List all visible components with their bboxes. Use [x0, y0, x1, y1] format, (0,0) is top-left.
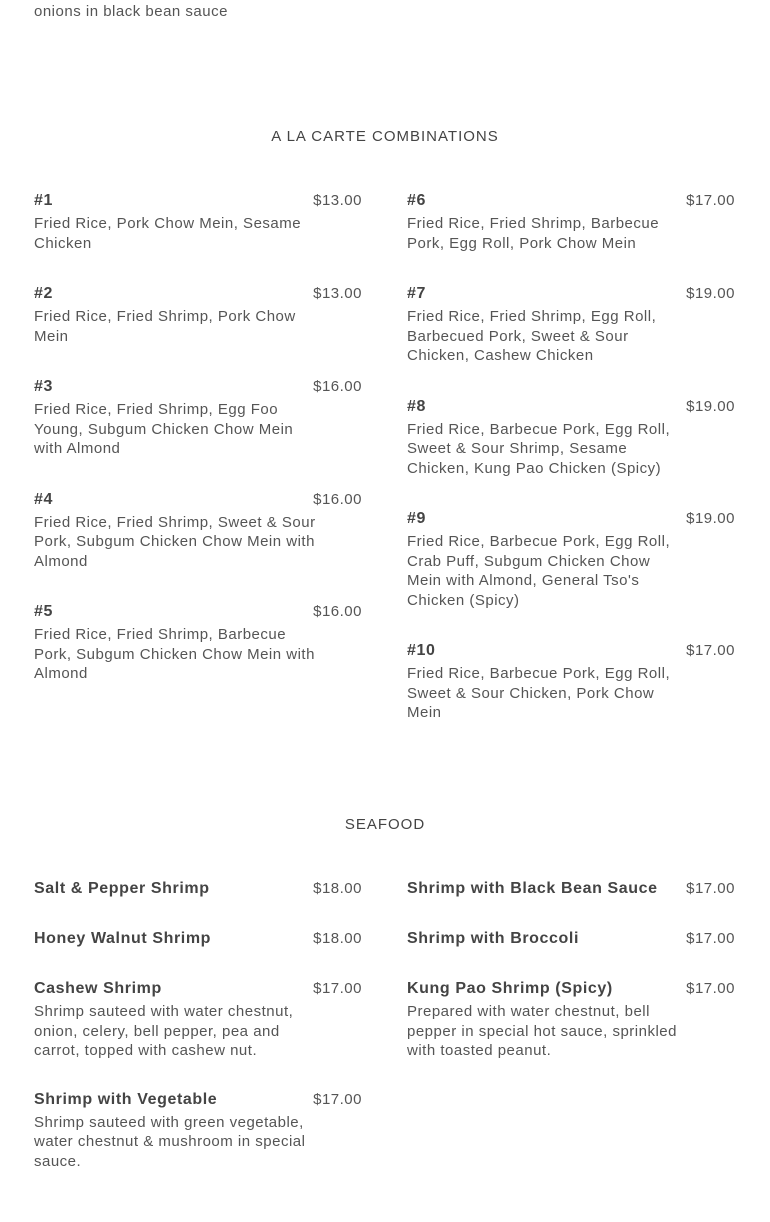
- item-price: $17.00: [313, 1090, 362, 1108]
- item-price: $18.00: [313, 880, 362, 897]
- item-description: Fried Rice, Fried Shrimp, Egg Roll, Barbecued Pork, Sweet & Sour Chicken, Cashew Chicken: [407, 308, 657, 364]
- item-name: #5: [34, 603, 53, 620]
- item-description: Shrimp sauteed with green vegetable, water chestnut & mushroom in special sauce.: [34, 1113, 306, 1170]
- item-name: Shrimp with Vegetable: [34, 1090, 218, 1108]
- item-price: $19.00: [686, 397, 735, 415]
- item-description: Fried Rice, Pork Chow Mein, Sesame Chicken: [34, 215, 302, 252]
- menu-item: [407, 928, 735, 950]
- menu-item: [34, 283, 362, 346]
- item-price: $17.00: [686, 930, 735, 947]
- menu-item: [34, 190, 362, 253]
- seafood-right-column: [407, 878, 735, 1089]
- menu-item: [407, 978, 735, 1061]
- item-description: Fried Rice, Fried Shrimp, Barbecue Pork, Subgum Chicken Chow Mein with Almond: [34, 626, 315, 682]
- item-name: Cashew Shrimp: [34, 980, 162, 997]
- item-name: #8: [407, 397, 426, 415]
- menu-item: [407, 190, 735, 253]
- item-description: Fried Rice, Barbecue Pork, Egg Roll, Sweet & Sour Chicken, Pork Chow Mein: [407, 665, 671, 721]
- item-description: Fried Rice, Fried Shrimp, Pork Chow Mein: [34, 308, 296, 345]
- item-description: Fried Rice, Fried Shrimp, Sweet & Sour Pork, Subgum Chicken Chow Mein with Almond: [34, 513, 316, 570]
- item-name: #6: [407, 192, 426, 209]
- item-price: $17.00: [686, 880, 735, 897]
- seafood-left-column: [34, 878, 362, 1199]
- menu-item: [34, 489, 362, 572]
- item-name: #4: [34, 490, 53, 508]
- item-price: $17.00: [686, 642, 735, 659]
- menu-item: [407, 878, 735, 900]
- menu-item: [407, 508, 735, 610]
- menu-item: [34, 601, 362, 684]
- item-name: #2: [34, 285, 53, 302]
- item-name: #7: [407, 285, 426, 302]
- menu-item: [407, 396, 735, 479]
- item-name: #9: [407, 510, 426, 527]
- combinations-section-title: A LA CARTE COMBINATIONS: [271, 128, 499, 145]
- item-price: $17.00: [313, 980, 362, 997]
- menu-item: [34, 928, 362, 950]
- item-description: Fried Rice, Fried Shrimp, Egg Foo Young, Subgum Chicken Chow Mein with Almond: [34, 401, 294, 457]
- item-price: $16.00: [313, 378, 362, 395]
- item-price: $19.00: [686, 510, 735, 527]
- item-price: $18.00: [313, 930, 362, 947]
- item-price: $16.00: [313, 490, 362, 508]
- item-price: $17.00: [686, 980, 735, 997]
- combinations-right-column: [407, 190, 735, 753]
- item-name: Shrimp with Broccoli: [407, 930, 580, 947]
- item-name: Shrimp with Black Bean Sauce: [407, 880, 658, 897]
- item-name: Salt & Pepper Shrimp: [34, 880, 210, 897]
- item-name: Honey Walnut Shrimp: [34, 930, 212, 947]
- menu-item: [34, 978, 362, 1061]
- menu-item: [407, 283, 735, 366]
- menu-item: [34, 1089, 362, 1172]
- item-price: $13.00: [313, 192, 362, 209]
- item-name: #3: [34, 378, 53, 395]
- item-description: Fried Rice, Barbecue Pork, Egg Roll, Crab Puff, Subgum Chicken Chow Mein with Almond, General Tso's Chicken (Spicy): [407, 533, 671, 609]
- item-description: Fried Rice, Fried Shrimp, Barbecue Pork, Egg Roll, Pork Chow Mein: [407, 215, 660, 252]
- previous-item-description: onions in black bean sauce: [34, 3, 228, 20]
- item-description: Fried Rice, Barbecue Pork, Egg Roll, Sweet & Sour Shrimp, Sesame Chicken, Kung Pao Chicken (Spicy): [407, 420, 671, 477]
- item-price: $16.00: [313, 603, 362, 620]
- item-name: Kung Pao Shrimp (Spicy): [407, 980, 613, 997]
- menu-item: [34, 376, 362, 459]
- combinations-left-column: [34, 190, 362, 714]
- item-price: $13.00: [313, 285, 362, 302]
- item-price: $17.00: [686, 192, 735, 209]
- menu-item: [407, 640, 735, 723]
- menu-item: [34, 878, 362, 900]
- item-name: #10: [407, 642, 436, 659]
- item-description: Prepared with water chestnut, bell pepper in special hot sauce, sprinkled with toasted peanut.: [407, 1003, 677, 1059]
- seafood-section-title: SEAFOOD: [344, 816, 426, 833]
- item-name: #1: [34, 192, 53, 209]
- item-price: $19.00: [686, 285, 735, 302]
- item-description: Shrimp sauteed with water chestnut, onion, celery, bell pepper, pea and carrot, topped with cashew nut.: [34, 1003, 294, 1059]
